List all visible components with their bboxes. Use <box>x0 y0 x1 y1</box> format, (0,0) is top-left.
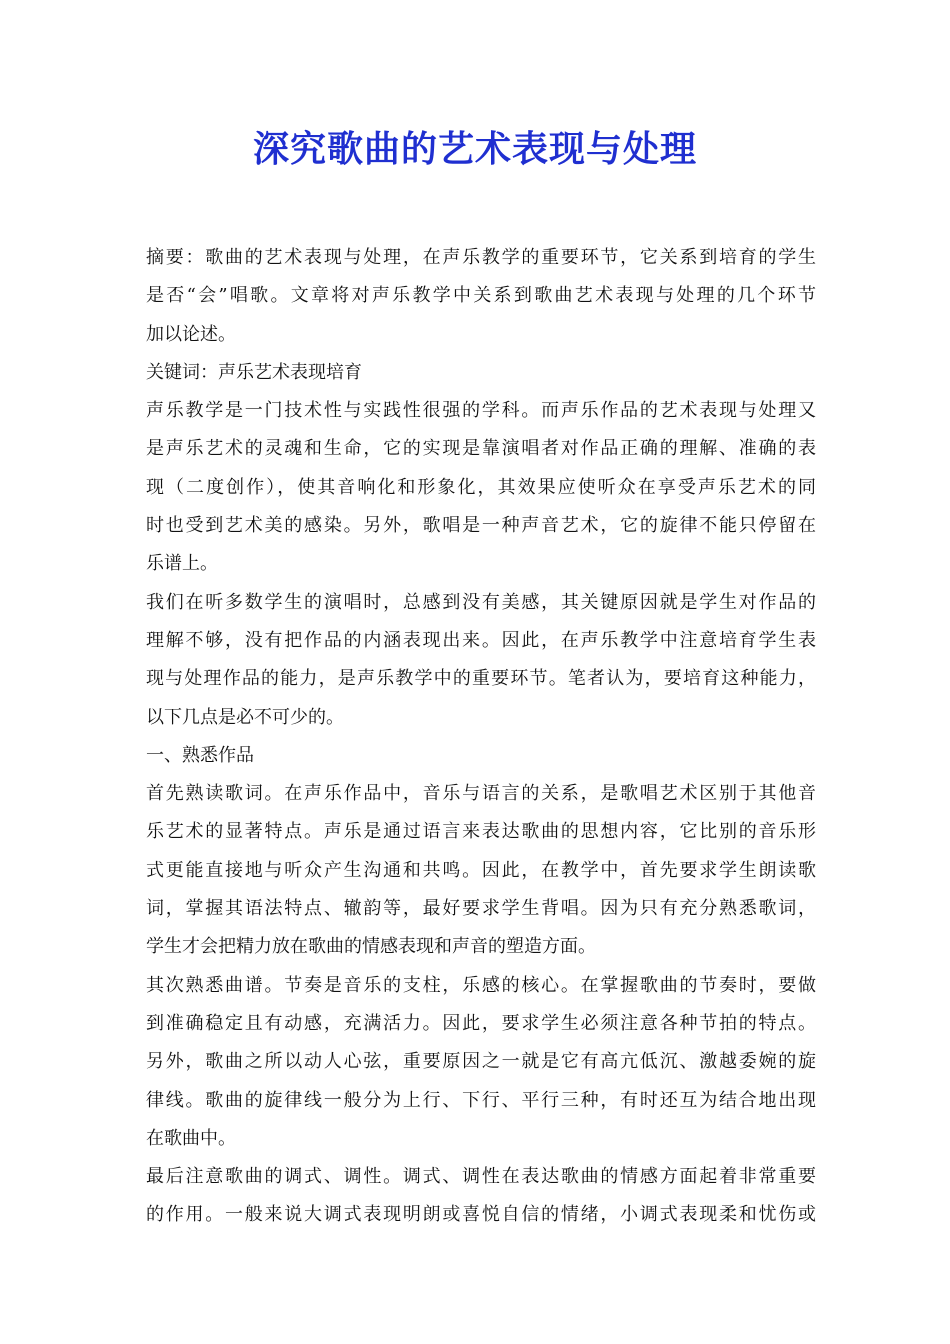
text-line: 乐艺术的显著特点。声乐是通过语言来表达歌曲的思想内容，它比别的音乐形 <box>146 821 816 843</box>
document-body <box>146 239 816 1235</box>
text-line: 声乐教学是一门技术性与实践性很强的学科。而声乐作品的艺术表现与处理又 <box>146 400 816 422</box>
document-title: 深究歌曲的艺术表现与处理 <box>252 129 697 170</box>
text-line: 到准确稳定且有动感，充满活力。因此，要求学生必须注意各种节拍的特点。 <box>146 1012 816 1034</box>
text-line: 其次熟悉曲谱。节奏是音乐的支柱，乐感的核心。在掌握歌曲的节奏时，要做 <box>146 974 816 996</box>
text-line: 词，掌握其语法特点、辙韵等，最好要求学生背唱。因为只有充分熟悉歌词， <box>146 898 816 920</box>
text-line: 另外，歌曲之所以动人心弦，重要原因之一就是它有高亢低沉、激越委婉的旋 <box>146 1051 816 1073</box>
text-line: 在歌曲中。 <box>146 1127 236 1149</box>
text-line: 一、熟悉作品 <box>146 744 254 766</box>
text-line: 是否“会”唱歌。文章将对声乐教学中关系到歌曲艺术表现与处理的几个环节 <box>146 285 816 307</box>
text-line: 关键词：声乐艺术表现培育 <box>146 361 362 383</box>
text-line: 加以论述。 <box>146 323 236 345</box>
text-line: 现与处理作品的能力，是声乐教学中的重要环节。笔者认为，要培育这种能力， <box>146 668 816 690</box>
text-line: 理解不够，没有把作品的内涵表现出来。因此，在声乐教学中注意培育学生表 <box>146 629 816 651</box>
text-line: 式更能直接地与听众产生沟通和共鸣。因此，在教学中，首先要求学生朗读歌 <box>146 859 816 881</box>
text-line: 现（二度创作），使其音响化和形象化，其效果应使听众在享受声乐艺术的同 <box>146 476 816 498</box>
text-line: 律线。歌曲的旋律线一般分为上行、下行、平行三种，有时还互为结合地出现 <box>146 1089 816 1111</box>
text-line: 我们在听多数学生的演唱时，总感到没有美感，其关键原因就是学生对作品的 <box>146 591 816 613</box>
text-line: 是声乐艺术的灵魂和生命，它的实现是靠演唱者对作品正确的理解、准确的表 <box>146 438 816 460</box>
text-line: 最后注意歌曲的调式、调性。调式、调性在表达歌曲的情感方面起着非常重要 <box>146 1166 816 1188</box>
text-line: 以下几点是必不可少的。 <box>146 706 344 728</box>
text-line: 乐谱上。 <box>146 553 218 575</box>
text-line: 学生才会把精力放在歌曲的情感表现和声音的塑造方面。 <box>146 936 596 958</box>
text-line: 摘要：歌曲的艺术表现与处理，在声乐教学的重要环节，它关系到培育的学生 <box>146 247 816 268</box>
text-line: 的作用。一般来说大调式表现明朗或喜悦自信的情绪，小调式表现柔和忧伤或 <box>146 1204 816 1226</box>
text-line: 首先熟读歌词。在声乐作品中，音乐与语言的关系，是歌唱艺术区别于其他音 <box>146 783 816 805</box>
text-line: 时也受到艺术美的感染。另外，歌唱是一种声音艺术，它的旋律不能只停留在 <box>146 515 816 537</box>
